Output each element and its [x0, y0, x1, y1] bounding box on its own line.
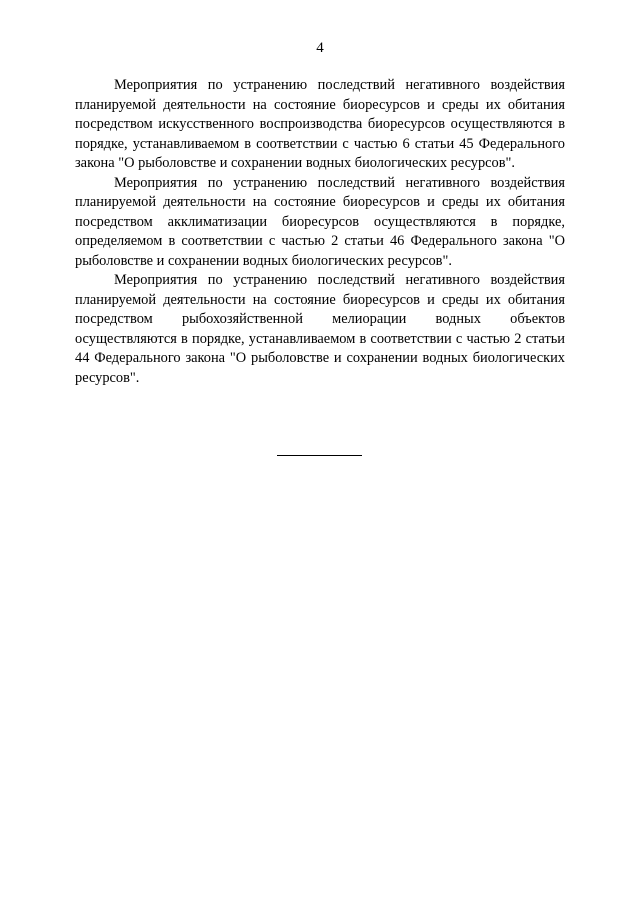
paragraph-fishery-melioration: Мероприятия по устранению последствий негативного воздействия планируемой деятельности на состояние биоресурсов и среды их обитания посредством рыбохозяйственной мелиорации водных объектов осуществляются в порядке, устанавливаемом в соответствии с частью 2 статьи 44 Федерального закона "О рыболовстве и сохранении водных биологических ресурсов". — [75, 272, 565, 386]
document-body — [75, 76, 565, 388]
end-of-document-rule — [277, 455, 362, 456]
paragraph-artificial-reproduction: Мероприятия по устранению последствий негативного воздействия планируемой деятельности на состояние биоресурсов и среды их обитания посредством искусственного воспроизводства биоресурсов осуществляются в порядке, устанавливаемом в соответствии с частью 6 статьи 45 Федерального закона "О рыболовстве и сохранении водных биологических ресурсов". — [75, 77, 565, 171]
page-number: 4 — [316, 40, 324, 56]
paragraph-acclimatization: Мероприятия по устранению последствий негативного воздействия планируемой деятельности на состояние биоресурсов и среды их обитания посредством акклиматизации биоресурсов осуществляются в порядке, определяемом в соответствии с частью 2 статьи 46 Федерального закона "О рыболовстве и сохранении водных биологических ресурсов". — [75, 174, 565, 269]
